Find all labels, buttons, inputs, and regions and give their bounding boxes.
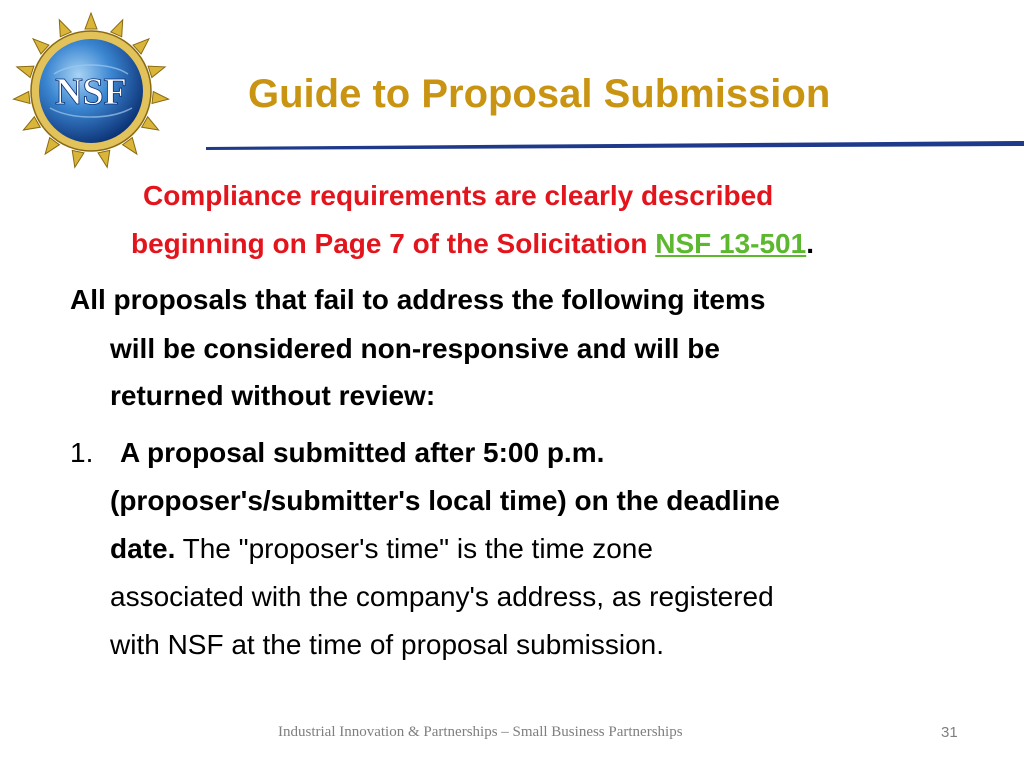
- nsf-logo: [12, 12, 170, 170]
- item-1-number: 1.: [70, 437, 94, 468]
- statement-line-3: returned without review:: [110, 380, 436, 411]
- footer-text: Industrial Innovation & Partnerships – Small Business Partnerships: [278, 724, 683, 740]
- statement-line-2: will be considered non-responsive and will be: [110, 333, 720, 364]
- intro-line-2-text: beginning on Page 7 of the Solicitation: [131, 228, 656, 259]
- intro-line-1: Compliance requirements are clearly described: [143, 180, 774, 211]
- intro-period: .: [806, 228, 814, 259]
- slide-title: Guide to Proposal Submission: [248, 72, 831, 116]
- intro-line-2: [131, 228, 814, 260]
- item-1-line-3: [110, 533, 653, 565]
- item-1-line-3-bold: date.: [110, 533, 176, 564]
- item-1-line-4: associated with the company's address, as registered: [110, 581, 774, 612]
- item-1-line-5: with NSF at the time of proposal submission.: [110, 629, 665, 660]
- item-1-line-1: A proposal submitted after 5:00 p.m.: [120, 437, 605, 468]
- statement-line-1: All proposals that fail to address the following items: [70, 284, 766, 315]
- item-1-line-2: (proposer's/submitter's local time) on the deadline: [110, 485, 780, 516]
- page-number: 31: [941, 724, 958, 741]
- item-1-line-3-rest: The "proposer's time" is the time zone: [175, 533, 653, 564]
- title-rule: [206, 138, 1024, 152]
- nsf-logo-text: NSF: [55, 71, 127, 113]
- solicitation-link[interactable]: NSF 13-501: [655, 228, 807, 259]
